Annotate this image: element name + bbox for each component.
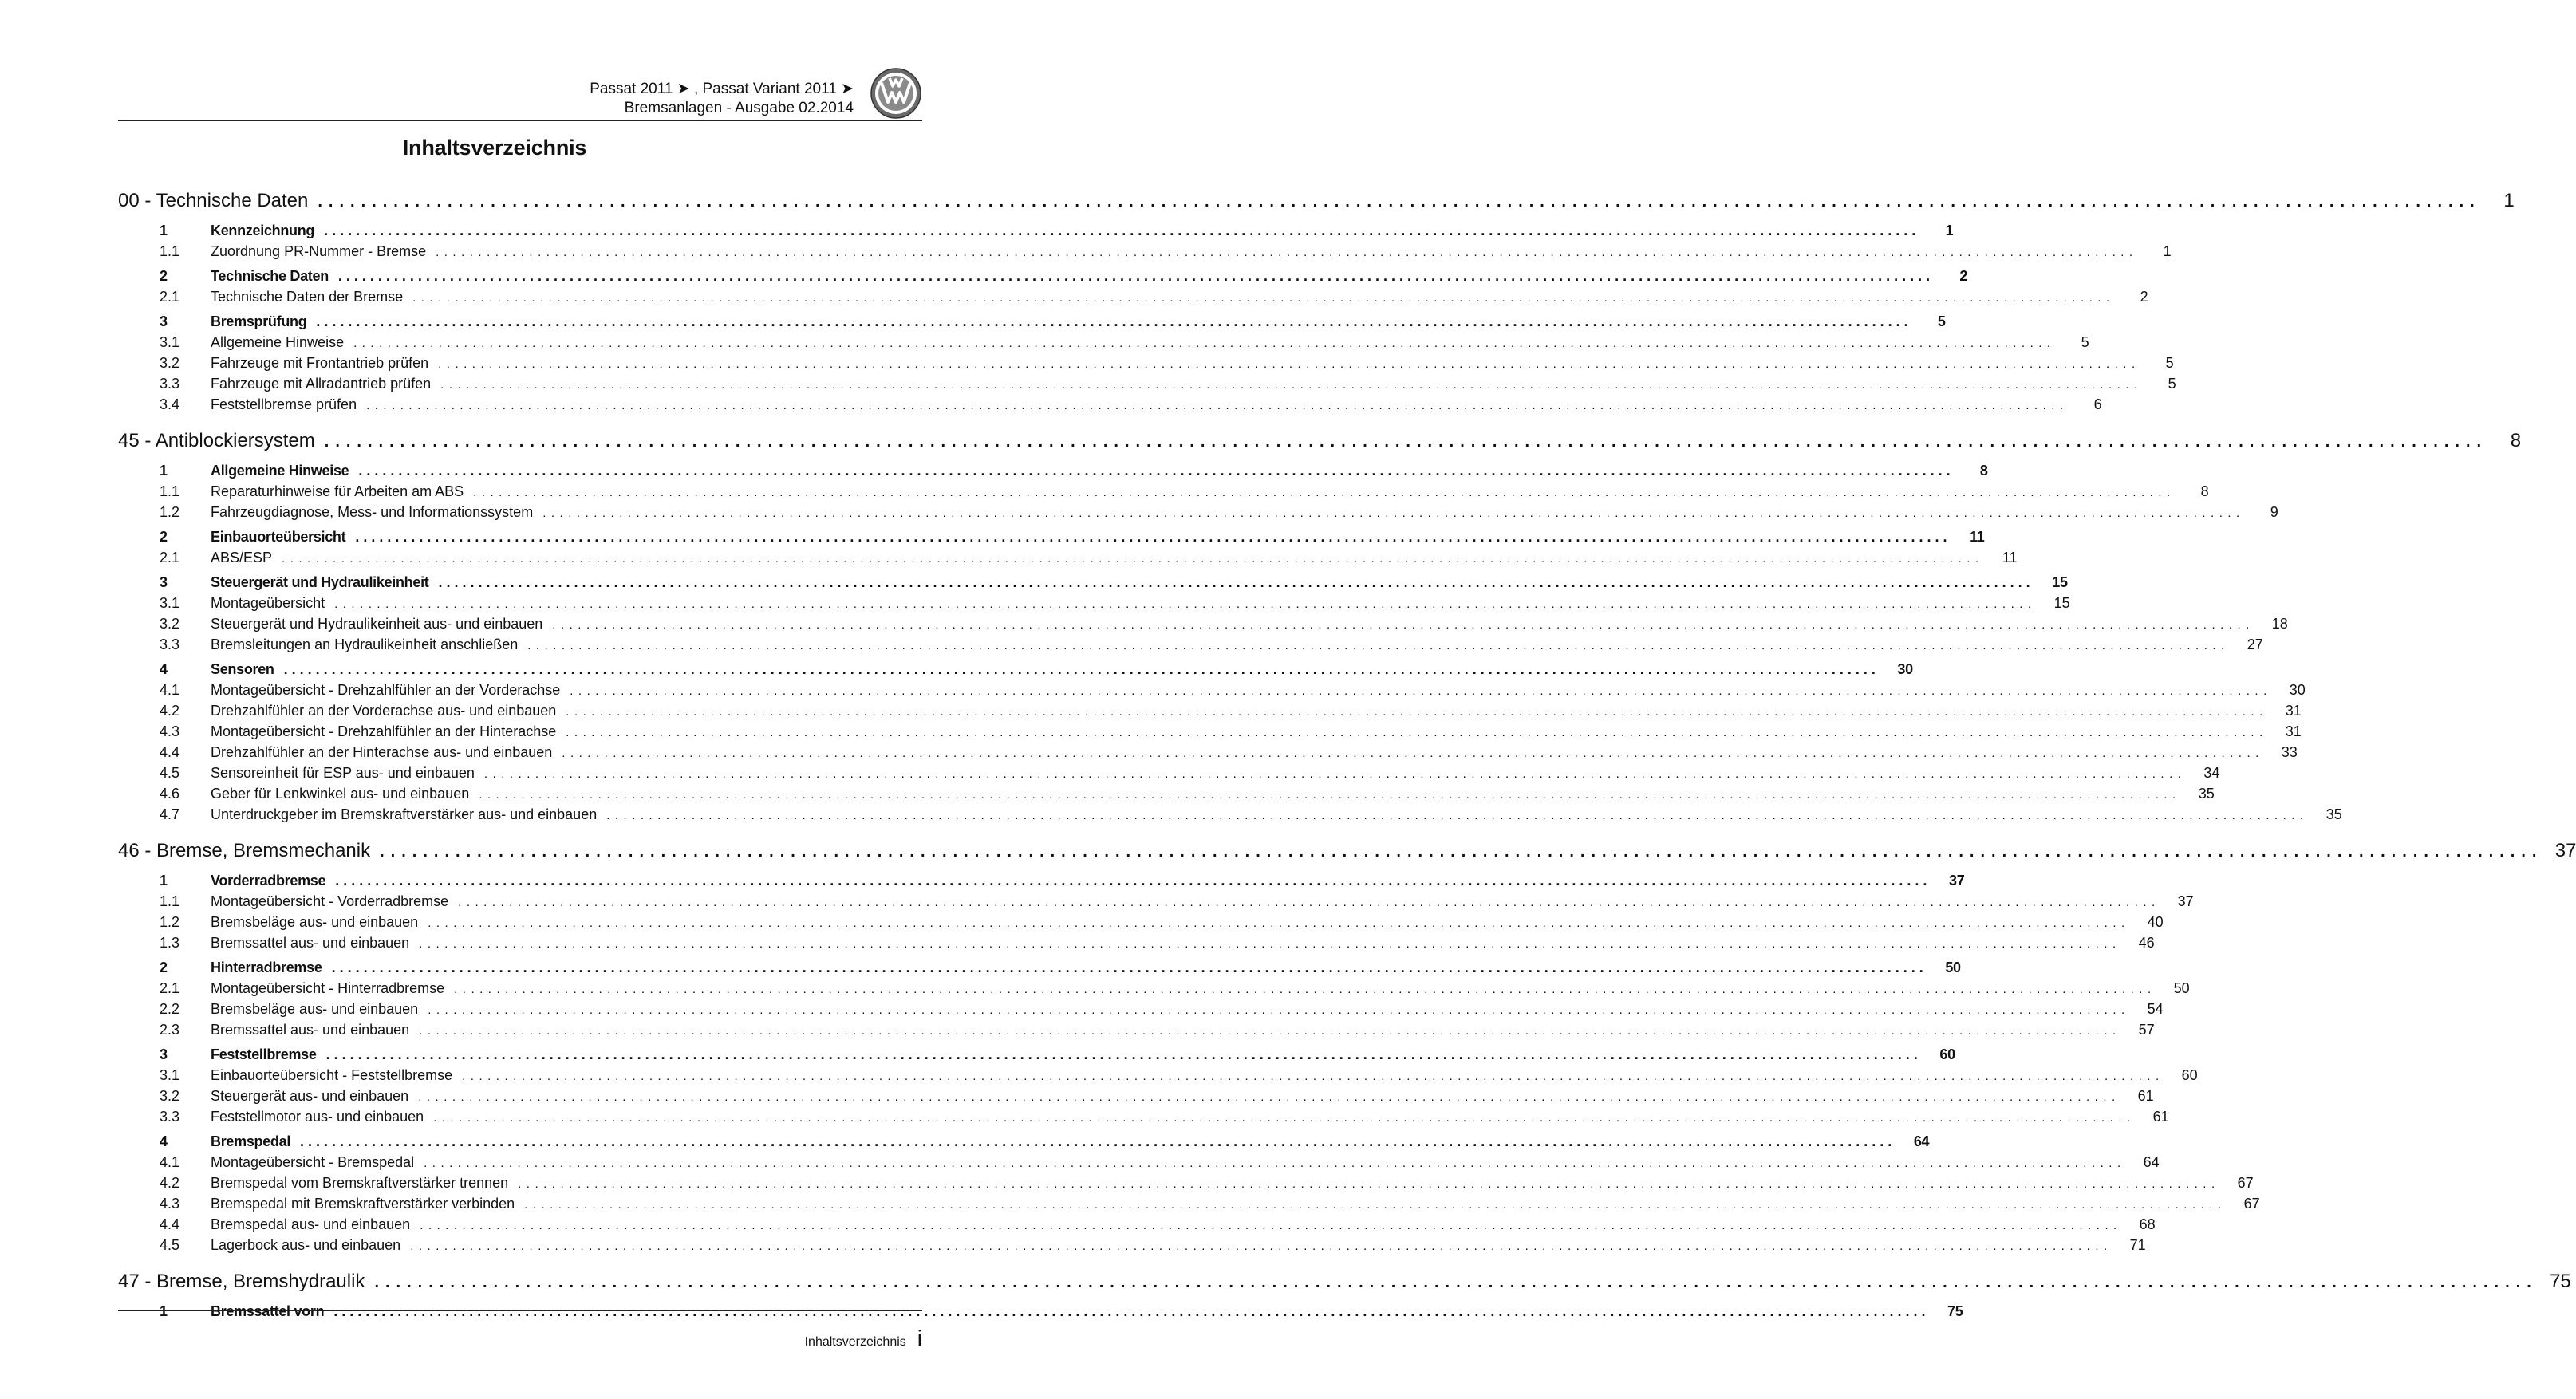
toc-number: 4.7 [160, 806, 180, 822]
toc-label: Montageübersicht - Hinterradbremse [211, 980, 445, 996]
toc-subsection[interactable] [118, 616, 2288, 636]
toc-chapter[interactable] [118, 430, 2522, 459]
toc-label: 47 - Bremse, Bremshydraulik [118, 1271, 365, 1292]
toc-page-number: 6 [2093, 396, 2102, 412]
toc-label: Allgemeine Hinweise [211, 463, 349, 479]
toc-number: 3.2 [160, 616, 180, 632]
document-header [590, 80, 854, 118]
dot-leader: ........................................................................................................................................................................................................ [380, 843, 2543, 861]
toc-section[interactable] [118, 960, 1961, 980]
toc-label: Drehzahlfühler an der Vorderachse aus- und einbauen [211, 703, 557, 719]
toc-label: Allgemeine Hinweise [211, 334, 345, 350]
dot-leader: ........................................................................................................................................................................................................ [440, 378, 2143, 392]
toc-label: Bremsleitungen an Hydraulikeinheit anschließen [211, 636, 519, 652]
dot-leader: ........................................................................................................................................................................................................ [483, 767, 2187, 781]
toc-subsection[interactable] [118, 550, 2018, 570]
toc-subsection[interactable] [118, 682, 2306, 703]
page-footer [805, 1326, 922, 1351]
toc-page-number: 2 [2140, 289, 2148, 305]
dot-leader: ........................................................................................................................................................................................................ [335, 873, 1931, 889]
toc-page-number: 37 [1949, 873, 1965, 889]
dot-leader: ........................................................................................................................................................................................................ [283, 661, 1880, 677]
dot-leader: ........................................................................................................................................................................................................ [355, 529, 1951, 545]
dot-leader: ........................................................................................................................................................................................................ [458, 896, 2160, 909]
dot-leader: ........................................................................................................................................................................................................ [334, 597, 2037, 611]
toc-label: Montageübersicht - Bremspedal [211, 1154, 415, 1170]
toc-number: 4.2 [160, 1175, 180, 1191]
dot-leader: ........................................................................................................................................................................................................ [473, 486, 2176, 499]
toc-page-number: 67 [2243, 1196, 2260, 1212]
toc-label: Bremspedal vom Bremskraftverstärker trennen [211, 1175, 509, 1191]
toc-label: Einbauorteübersicht [211, 529, 346, 545]
toc-label: Technische Daten der Bremse [211, 289, 404, 305]
toc-label: Sensoren [211, 661, 274, 677]
toc-label: Fahrzeuge mit Allradantrieb prüfen [211, 376, 432, 392]
toc-number: 3 [160, 574, 168, 590]
dot-leader: ........................................................................................................................................................................................................ [333, 1303, 1930, 1319]
toc-subsection[interactable] [118, 483, 2209, 504]
dot-leader: ........................................................................................................................................................................................................ [479, 788, 2181, 802]
toc-page-number: 18 [2271, 616, 2288, 632]
toc-page-number: 1 [2163, 243, 2172, 259]
toc-page-number: 40 [2147, 914, 2164, 930]
toc-number: 4.4 [160, 744, 180, 760]
toc-subsection[interactable] [118, 243, 2172, 264]
dot-leader: ........................................................................................................................................................................................................ [324, 433, 2488, 451]
toc-label: Kennzeichnung [211, 223, 315, 238]
toc-number: 3.1 [160, 1067, 180, 1083]
toc-label: Hinterradbremse [211, 960, 322, 975]
toc-page-number: 75 [2550, 1271, 2571, 1292]
dot-leader: ........................................................................................................................................................................................................ [562, 747, 2264, 760]
toc-number: 4.6 [160, 786, 180, 802]
toc-section[interactable] [118, 873, 1965, 893]
toc-number: 1 [160, 463, 168, 479]
dot-leader: ........................................................................................................................................................................................................ [552, 618, 2254, 632]
toc-subsection[interactable] [118, 914, 2164, 935]
toc-subsection[interactable] [118, 1109, 2169, 1129]
toc-number: 3.2 [160, 1088, 180, 1104]
toc-label: Montageübersicht [211, 595, 325, 611]
toc-label: Vorderradbremse [211, 873, 326, 889]
toc-label: Feststellbremse [211, 1046, 317, 1062]
toc-number: 4.2 [160, 703, 180, 719]
dot-leader: ........................................................................................................................................................................................................ [410, 1239, 2112, 1253]
dot-leader: ........................................................................................................................................................................................................ [566, 705, 2268, 719]
dot-leader: ........................................................................................................................................................................................................ [542, 506, 2245, 520]
toc-page-number: 50 [2173, 980, 2190, 996]
toc-number: 1.2 [160, 914, 180, 930]
toc-number: 1.3 [160, 935, 180, 951]
dot-leader: ........................................................................................................................................................................................................ [454, 983, 2156, 996]
toc-chapter[interactable] [118, 190, 2515, 219]
toc-label: Fahrzeuge mit Frontantrieb prüfen [211, 355, 429, 371]
toc-label: Montageübersicht - Vorderradbremse [211, 893, 449, 909]
toc-page-number: 60 [2181, 1067, 2198, 1083]
toc-section[interactable] [118, 574, 2068, 595]
dot-leader: ........................................................................................................................................................................................................ [300, 1133, 1896, 1149]
toc-label: Feststellmotor aus- und einbauen [211, 1109, 424, 1125]
toc-number: 2 [160, 960, 168, 975]
toc-label: Bremssattel aus- und einbauen [211, 1022, 410, 1038]
toc-number: 4.3 [160, 1196, 180, 1212]
dot-leader: ........................................................................................................................................................................................................ [462, 1070, 2164, 1083]
toc-subsection[interactable] [118, 595, 2070, 616]
toc-page-number: 8 [2510, 430, 2522, 451]
toc-subsection[interactable] [118, 1196, 2260, 1216]
toc-number: 1.1 [160, 243, 180, 259]
toc-subsection[interactable] [118, 355, 2174, 376]
toc-subsection[interactable] [118, 980, 2190, 1001]
toc-label: ABS/ESP [211, 550, 273, 566]
toc-number: 2.3 [160, 1022, 180, 1038]
dot-leader: ........................................................................................................................................................................................................ [424, 1157, 2126, 1170]
toc-subsection[interactable] [118, 765, 2220, 786]
toc-section[interactable] [118, 661, 1913, 682]
dot-leader: ........................................................................................................................................................................................................ [419, 937, 2121, 951]
toc-page-number: 34 [2203, 765, 2220, 781]
footer-page-number: i [917, 1326, 922, 1350]
header-model-line: Passat 2011 ➤ , Passat Variant 2011 ➤ [590, 81, 854, 97]
toc-label: Lagerbock aus- und einbauen [211, 1237, 401, 1253]
dot-leader: ........................................................................................................................................................................................................ [420, 1219, 2122, 1232]
dot-leader: ........................................................................................................................................................................................................ [606, 809, 2309, 822]
toc-subsection[interactable] [118, 289, 2148, 309]
toc-label: Feststellbremse prüfen [211, 396, 357, 412]
toc-subsection[interactable] [118, 376, 2176, 396]
toc-page-number: 11 [1970, 529, 1985, 545]
dot-leader: ........................................................................................................................................................................................................ [418, 1090, 2120, 1104]
toc-page-number: 1 [2503, 190, 2515, 211]
toc-page-number: 5 [2165, 355, 2174, 371]
toc-page-number: 35 [2198, 786, 2215, 802]
toc-subsection[interactable] [118, 334, 2089, 355]
toc-page-number: 67 [2237, 1175, 2254, 1191]
toc-page-number: 30 [2289, 682, 2306, 698]
toc-subsection[interactable] [118, 786, 2215, 806]
toc-chapter[interactable] [118, 1271, 2571, 1299]
toc-number: 1.1 [160, 483, 180, 499]
toc-section[interactable] [118, 1303, 1963, 1324]
toc-page-number: 60 [1939, 1046, 1955, 1062]
toc-number: 3.3 [160, 376, 180, 392]
dot-leader: ........................................................................................................................................................................................................ [566, 726, 2268, 739]
toc-label: Technische Daten [211, 268, 329, 284]
toc-subsection[interactable] [118, 744, 2298, 765]
dot-leader: ........................................................................................................................................................................................................ [353, 337, 2056, 350]
toc-page-number: 37 [2554, 840, 2576, 861]
header-edition-line: Bremsanlagen - Ausgabe 02.2014 [624, 100, 854, 116]
dot-leader: ........................................................................................................................................................................................................ [412, 291, 2115, 305]
toc-page-number: 8 [1979, 463, 1988, 479]
toc-number: 3.1 [160, 595, 180, 611]
dot-leader: ........................................................................................................................................................................................................ [527, 639, 2230, 652]
toc-number: 4.5 [160, 1237, 180, 1253]
toc-page-number: 5 [2168, 376, 2176, 392]
toc-number: 3.3 [160, 1109, 180, 1125]
toc-label: Bremssattel vorn [211, 1303, 325, 1319]
toc-subsection[interactable] [118, 1175, 2254, 1196]
dot-leader: ........................................................................................................................................................................................................ [438, 574, 2034, 590]
toc-label: Einbauorteübersicht - Feststellbremse [211, 1067, 453, 1083]
dot-leader: ........................................................................................................................................................................................................ [438, 357, 2140, 371]
toc-label: Steuergerät und Hydraulikeinheit aus- und einbauen [211, 616, 543, 632]
dot-leader: ........................................................................................................................................................................................................ [374, 1274, 2538, 1291]
toc-section[interactable] [118, 529, 1985, 550]
toc-subsection[interactable] [118, 504, 2278, 525]
toc-page-number: 1 [1945, 223, 1954, 238]
toc-subsection[interactable] [118, 396, 2102, 417]
toc-label: Bremspedal aus- und einbauen [211, 1216, 411, 1232]
toc-page-number: 37 [2177, 893, 2194, 909]
toc-number: 2.2 [160, 1001, 180, 1017]
toc-subsection[interactable] [118, 1154, 2160, 1175]
toc-subsection[interactable] [118, 893, 2194, 914]
toc-label: Drehzahlfühler an der Hinterachse aus- und einbauen [211, 744, 553, 760]
dot-leader: ........................................................................................................................................................................................................ [318, 193, 2481, 211]
vw-logo-icon [870, 67, 922, 120]
toc-chapter[interactable] [118, 840, 2576, 869]
toc-number: 2 [160, 529, 168, 545]
toc-page-number: 11 [2002, 550, 2018, 566]
dot-leader: ........................................................................................................................................................................................................ [428, 916, 2130, 930]
toc-page-number: 46 [2138, 935, 2155, 951]
toc-label: Bremsprüfung [211, 313, 307, 329]
toc-page-number: 54 [2147, 1001, 2164, 1017]
dot-leader: ........................................................................................................................................................................................................ [433, 1111, 2136, 1125]
toc-label: Montageübersicht - Drehzahlfühler an der Vorderachse [211, 682, 561, 698]
toc-page-number: 9 [2270, 504, 2278, 520]
dot-leader: ........................................................................................................................................................................................................ [282, 552, 1984, 566]
toc-subsection[interactable] [118, 1001, 2164, 1022]
toc-number: 1 [160, 223, 168, 238]
dot-leader: ........................................................................................................................................................................................................ [331, 960, 1927, 975]
toc-label: Bremssattel aus- und einbauen [211, 935, 410, 951]
toc-page-number: 57 [2138, 1022, 2155, 1038]
dot-leader: ........................................................................................................................................................................................................ [419, 1024, 2121, 1038]
toc-label: Zuordnung PR-Nummer - Bremse [211, 243, 427, 259]
toc-section[interactable] [118, 463, 1988, 483]
toc-page-number: 61 [2152, 1109, 2169, 1125]
toc-number: 4 [160, 1133, 168, 1149]
toc-number: 1 [160, 873, 168, 889]
toc-subsection[interactable] [118, 723, 2302, 744]
toc-page-number: 31 [2285, 723, 2302, 739]
toc-subsection[interactable] [118, 703, 2302, 723]
toc-page-number: 35 [2326, 806, 2342, 822]
toc-page-number: 15 [2052, 574, 2068, 590]
dot-leader: ........................................................................................................................................................................................................ [316, 313, 1912, 329]
toc-number: 1 [160, 1303, 168, 1319]
header-divider [118, 120, 922, 121]
toc-number: 3 [160, 313, 168, 329]
toc-label: Steuergerät aus- und einbauen [211, 1088, 409, 1104]
toc-page-number: 31 [2285, 703, 2302, 719]
toc-page-number: 64 [2143, 1154, 2160, 1170]
toc-page-number: 27 [2247, 636, 2263, 652]
toc-page-number: 15 [2053, 595, 2070, 611]
toc-page-number: 50 [1945, 960, 1961, 975]
toc-number: 3 [160, 1046, 168, 1062]
toc-section[interactable] [118, 223, 1954, 243]
toc-label: Montageübersicht - Drehzahlfühler an der Hinterachse [211, 723, 557, 739]
footer-divider [118, 1310, 922, 1311]
toc-label: 00 - Technische Daten [118, 190, 309, 211]
toc-page-number: 5 [1937, 313, 1946, 329]
toc-page-number: 8 [2200, 483, 2209, 499]
dot-leader: ........................................................................................................................................................................................................ [436, 246, 2138, 259]
toc-section[interactable] [118, 313, 1946, 334]
toc-number: 4.3 [160, 723, 180, 739]
toc-subsection[interactable] [118, 1088, 2154, 1109]
toc-number: 3.1 [160, 334, 180, 350]
toc-number: 3.2 [160, 355, 180, 371]
toc-number: 2 [160, 268, 168, 284]
toc-label: Bremsbeläge aus- und einbauen [211, 1001, 419, 1017]
toc-section[interactable] [118, 1133, 1930, 1154]
toc-number: 3.3 [160, 636, 180, 652]
toc-label: 46 - Bremse, Bremsmechanik [118, 840, 371, 861]
dot-leader: ........................................................................................................................................................................................................ [366, 399, 2069, 412]
toc-number: 4.5 [160, 765, 180, 781]
toc-number: 1.2 [160, 504, 180, 520]
dot-leader: ........................................................................................................................................................................................................ [325, 1046, 1922, 1062]
toc-label: Steuergerät und Hydraulikeinheit [211, 574, 429, 590]
toc-number: 2.1 [160, 550, 180, 566]
toc-subsection[interactable] [118, 1022, 2155, 1042]
toc-subsection[interactable] [118, 1216, 2156, 1237]
dot-leader: ........................................................................................................................................................................................................ [570, 684, 2272, 698]
toc-subsection[interactable] [118, 1237, 2146, 1258]
toc-label: Fahrzeugdiagnose, Mess- und Informationssystem [211, 504, 534, 520]
toc-page-number: 64 [1913, 1133, 1930, 1149]
toc-number: 1.1 [160, 893, 180, 909]
toc-subsection[interactable] [118, 636, 2263, 657]
toc-label: Bremspedal [211, 1133, 291, 1149]
dot-leader: ........................................................................................................................................................................................................ [324, 223, 1920, 238]
toc-page-number: 71 [2129, 1237, 2146, 1253]
dot-leader: ........................................................................................................................................................................................................ [524, 1198, 2227, 1212]
toc-section[interactable] [118, 268, 1968, 289]
toc-label: Reparaturhinweise für Arbeiten am ABS [211, 483, 464, 499]
toc-number: 2.1 [160, 980, 180, 996]
toc-number: 4.1 [160, 1154, 180, 1170]
toc-page-number: 75 [1947, 1303, 1963, 1319]
toc-number: 3.4 [160, 396, 180, 412]
toc-label: Geber für Lenkwinkel aus- und einbauen [211, 786, 470, 802]
dot-leader: ........................................................................................................................................................................................................ [518, 1177, 2220, 1191]
toc-label: Sensoreinheit für ESP aus- und einbauen [211, 765, 475, 781]
toc-label: Bremsbeläge aus- und einbauen [211, 914, 419, 930]
toc-number: 4.1 [160, 682, 180, 698]
toc-label: Bremspedal mit Bremskraftverstärker verbinden [211, 1196, 515, 1212]
toc-page-number: 68 [2139, 1216, 2156, 1232]
toc-section[interactable] [118, 1046, 1955, 1067]
toc-subsection[interactable] [118, 935, 2155, 956]
table-of-contents [118, 190, 2576, 1324]
toc-page-number: 30 [1897, 661, 1913, 677]
dot-leader: ........................................................................................................................................................................................................ [428, 1003, 2130, 1017]
toc-subsection[interactable] [118, 1067, 2198, 1088]
toc-label: Unterdruckgeber im Bremskraftverstärker aus- und einbauen [211, 806, 598, 822]
toc-page-number: 33 [2281, 744, 2298, 760]
toc-number: 4 [160, 661, 168, 677]
dot-leader: ........................................................................................................................................................................................................ [358, 463, 1955, 479]
toc-number: 2.1 [160, 289, 180, 305]
toc-page-number: 5 [2081, 334, 2089, 350]
toc-number: 4.4 [160, 1216, 180, 1232]
page-title: Inhaltsverzeichnis [402, 136, 587, 160]
footer-label: Inhaltsverzeichnis [804, 1335, 906, 1349]
toc-page-number: 61 [2137, 1088, 2154, 1104]
dot-leader: ........................................................................................................................................................................................................ [337, 268, 1935, 284]
toc-label: 45 - Antiblockiersystem [118, 430, 315, 451]
toc-subsection[interactable] [118, 806, 2342, 827]
toc-page-number: 2 [1959, 268, 1968, 284]
